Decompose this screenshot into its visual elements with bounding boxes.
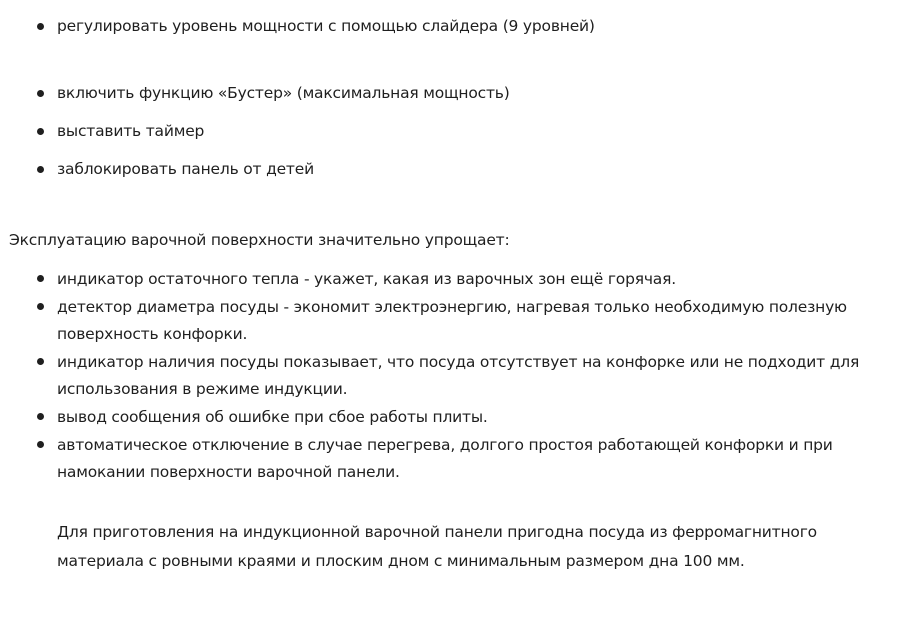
list-item: индикатор остаточного тепла - укажет, какая из варочных зон ещё горячая. [37, 266, 897, 293]
list-item: регулировать уровень мощности с помощью слайдера (9 уровней) [37, 14, 897, 38]
list-item: выставить таймер [37, 119, 897, 143]
list-item: вывод сообщения об ошибке при сбое работы плиты. [37, 404, 897, 431]
list-item: заблокировать панель от детей [37, 157, 897, 181]
controls-list [37, 14, 897, 181]
list-item: автоматическое отключение в случае перегрева, долгого простоя работающей конфорки и при намокании поверхности варочной панели. [37, 432, 897, 486]
note-paragraph: Для приготовления на индукционной варочной панели пригодна посуда из ферромагнитного материала с ровными краями и плоским дном с минимальным размером дна 100 мм. [57, 523, 817, 570]
list-item: включить функцию «Бустер» (максимальная мощность) [37, 81, 897, 105]
list-item: детектор диаметра посуды - экономит электроэнергию, нагревая только необходимую полезную поверхность конфорки. [37, 294, 897, 348]
list-item: индикатор наличия посуды показывает, что посуда отсутствует на конфорке или не подходит для использования в режиме индукции. [37, 349, 897, 403]
features-list [37, 266, 897, 487]
intro-paragraph: Эксплуатацию варочной поверхности значительно упрощает: [9, 231, 510, 249]
